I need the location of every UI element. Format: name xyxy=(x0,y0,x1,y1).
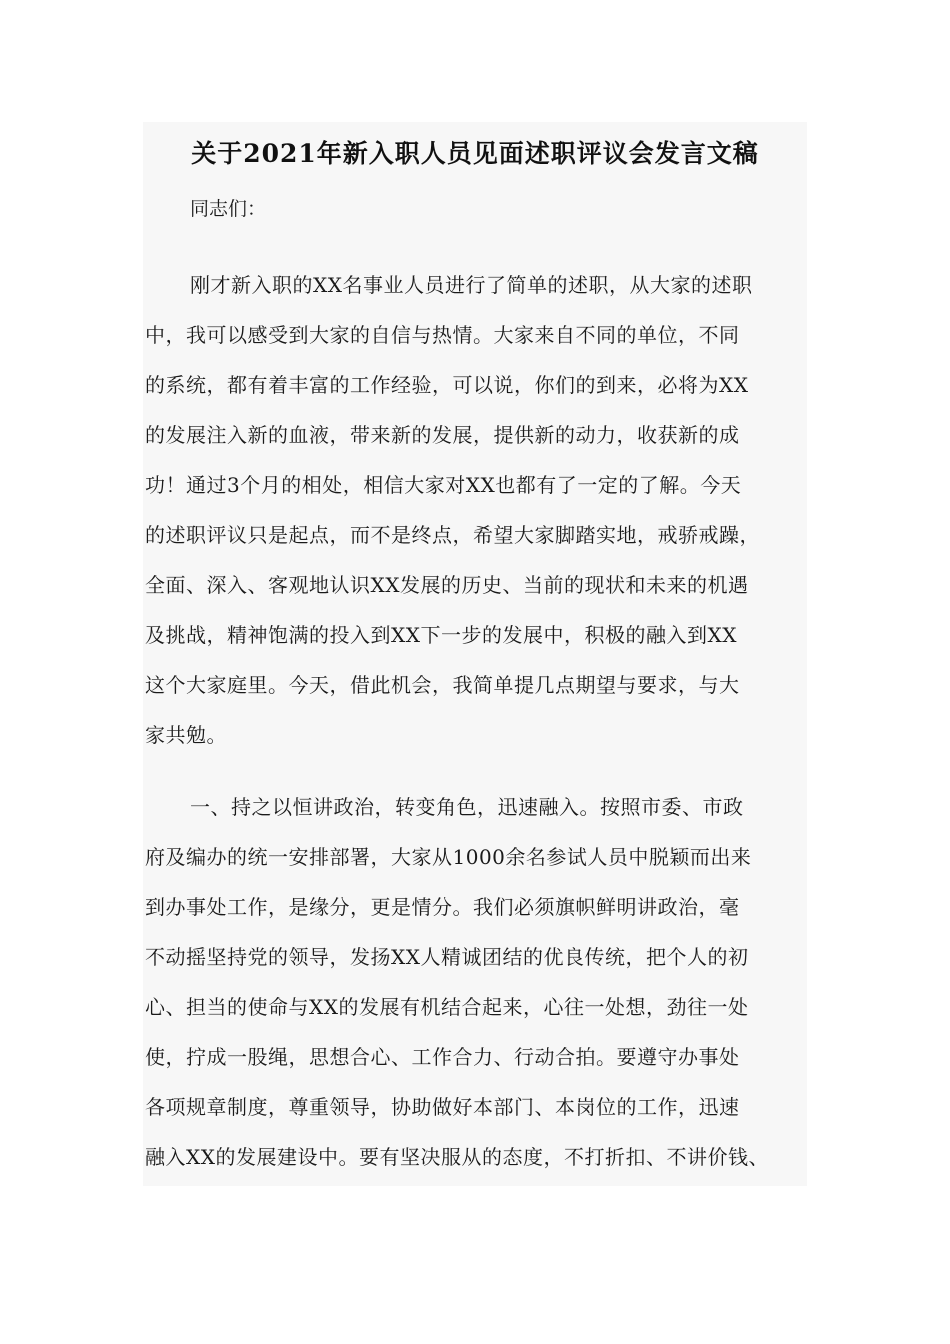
paragraph-1 xyxy=(143,270,807,770)
text-line: 府及编办的统一安排部署，大家从1000余名参试人员中脱颖而出来 xyxy=(145,845,752,869)
text-line: 这个大家庭里。今天，借此机会，我简单提几点期望与要求，与大 xyxy=(145,673,740,697)
text-line: 家共勉。 xyxy=(145,723,227,747)
text-line: 一、持之以恒讲政治，转变角色，迅速融入。按照市委、市政 xyxy=(190,795,744,819)
text-line: 全面、深入、客观地认识XX发展的历史、当前的现状和未来的机遇 xyxy=(145,573,749,597)
text-line: 功！通过3个月的相处，相信大家对XX也都有了一定的了解。今天 xyxy=(145,473,742,497)
text-line: 各项规章制度，尊重领导，协助做好本部门、本岗位的工作，迅速 xyxy=(145,1095,740,1119)
text-line: 中，我可以感受到大家的自信与热情。大家来自不同的单位，不同 xyxy=(145,323,740,347)
text-line: 及挑战，精神饱满的投入到XX下一步的发展中，积极的融入到XX xyxy=(145,623,737,647)
text-line: 心、担当的使命与XX的发展有机结合起来，心往一处想，劲往一处 xyxy=(145,995,749,1019)
paragraph-2 xyxy=(143,792,807,1186)
text-line: 使，拧成一股绳，思想合心、工作合力、行动合拍。要遵守办事处 xyxy=(145,1045,740,1069)
text-line: 刚才新入职的XX名事业人员进行了简单的述职，从大家的述职 xyxy=(190,273,753,297)
text-line: 不动摇坚持党的领导，发扬XX人精诚团结的优良传统，把个人的初 xyxy=(145,945,749,969)
text-line: 的述职评议只是起点，而不是终点，希望大家脚踏实地，戒骄戒躁， xyxy=(145,523,760,547)
greeting: 同志们： xyxy=(190,198,267,220)
text-line: 融入XX的发展建设中。要有坚决服从的态度，不打折扣、不讲价钱、 xyxy=(145,1145,769,1169)
text-line: 的发展注入新的血液，带来新的发展，提供新的动力，收获新的成 xyxy=(145,423,740,447)
document-page xyxy=(143,122,807,1186)
document-title: 关于2021年新入职人员见面述职评议会发言文稿 xyxy=(191,139,759,168)
text-line: 到办事处工作，是缘分，更是情分。我们必须旗帜鲜明讲政治，毫 xyxy=(145,895,740,919)
text-line: 的系统，都有着丰富的工作经验，可以说，你们的到来，必将为XX xyxy=(145,373,749,397)
